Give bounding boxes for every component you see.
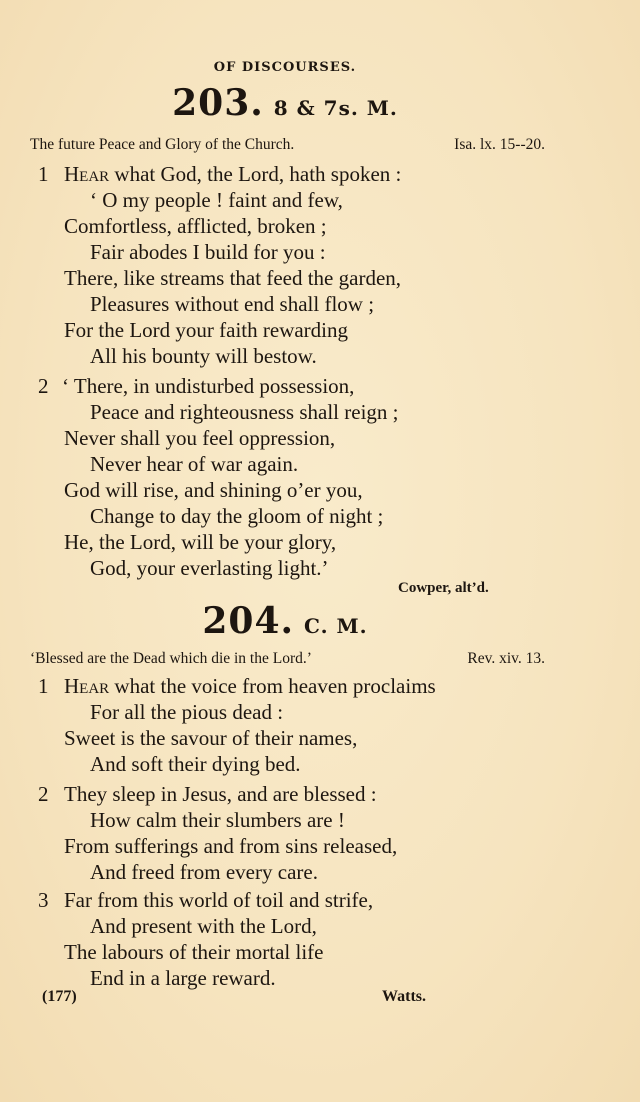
verse-line: There, like streams that feed the garden, [64,266,402,290]
scripture-reference: Isa. lx. 15--20. [454,136,545,153]
verse-line: God, your everlasting light.’ [90,556,329,580]
scripture-reference: Rev. xiv. 13. [467,650,545,667]
verse-line: End in a large reward. [90,966,276,990]
subtitle-text: ‘Blessed are the Dead which die in the Lord.’ [30,650,312,667]
subtitle-text: The future Peace and Glory of the Church. [30,136,295,153]
verse-line: Never shall you feel oppression, [64,426,336,450]
hymn-204-heading [0,600,570,642]
hymn-number: 204. [202,600,295,642]
verse-number: 1 [38,674,49,698]
first-word: Hear [64,162,110,186]
footer-author: Watts. [382,988,426,1005]
verse-number: 1 [38,162,49,186]
running-head: OF DISCOURSES. [213,60,357,75]
verse-line: Sweet is the savour of their names, [64,726,358,750]
page-number: (177) [42,988,77,1005]
line-text: what God, the Lord, hath spoken : [109,162,402,186]
verse-line [64,162,401,187]
verse-line: Change to day the gloom of night ; [90,504,384,528]
verse-line: For the Lord your faith rewarding [64,318,349,342]
verse-line: And soft their dying bed. [90,752,301,776]
hymn-203-heading [0,82,570,124]
hymn-203-subtitle [30,136,545,154]
verse-line: Fair abodes I build for you : [90,240,326,264]
verse-line: Pleasures without end shall flow ; [90,292,375,316]
verse-line: From sufferings and from sins released, [64,834,398,858]
first-word: Hear [64,674,110,698]
verse-line: ‘ O my people ! faint and few, [90,188,343,212]
verse-number: 3 [38,888,49,912]
verse-line: ‘ There, in undisturbed possession, [62,374,355,398]
verse-line: Comfortless, afflicted, broken ; [64,214,327,238]
hymn-meter: 8 & 7s. M. [273,96,398,120]
verse-line: Far from this world of toil and strife, [64,888,374,912]
verse-line: And freed from every care. [90,860,318,884]
verse-line: The labours of their mortal life [64,940,324,964]
verse-line: God will rise, and shining o’er you, [64,478,363,502]
hymn-author: Cowper, alt’d. [398,580,489,596]
hymn-meter: C. M. [304,614,368,638]
verse-line: For all the pious dead : [90,700,284,724]
verse-line [64,674,436,699]
verse-number: 2 [38,782,49,806]
hymn-number: 203. [172,82,264,124]
line-text: what the voice from heaven proclaims [109,674,436,698]
verse-line: All his bounty will bestow. [90,344,317,368]
verse-line: Never hear of war again. [90,452,299,476]
verse-line: And present with the Lord, [90,914,317,938]
verse-number: 2 [38,374,49,398]
verse-line: They sleep in Jesus, and are blessed : [64,782,377,806]
hymn-204-subtitle [30,650,545,668]
verse-line: He, the Lord, will be your glory, [64,530,337,554]
verse-line: Peace and righteousness shall reign ; [90,400,399,424]
verse-line: How calm their slumbers are ! [90,808,345,832]
